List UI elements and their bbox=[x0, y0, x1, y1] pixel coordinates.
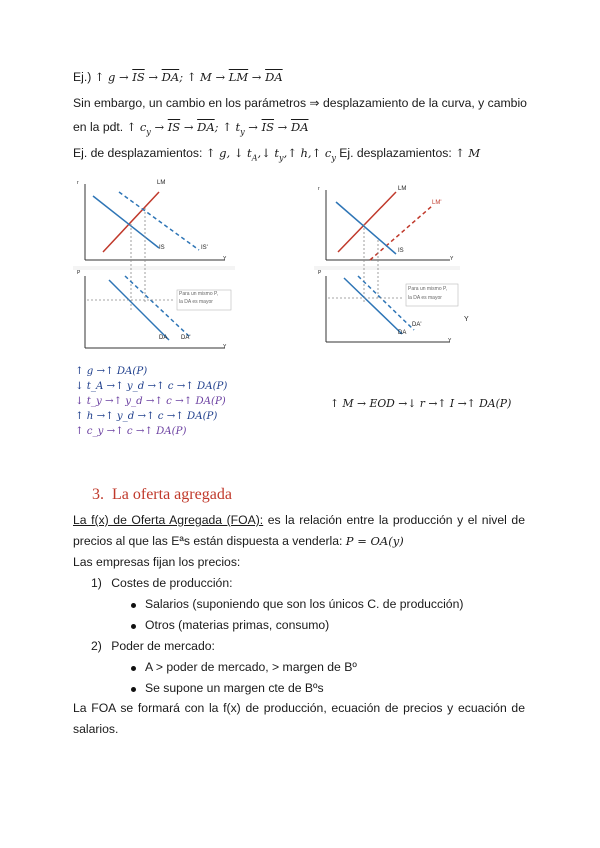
math-arrow: → bbox=[244, 120, 262, 134]
bullet-dot bbox=[131, 687, 136, 692]
displacements-label: Ej. de desplazamientos: bbox=[73, 146, 206, 160]
bullet-dot bbox=[131, 603, 136, 608]
effect-m: ↑ M → EOD →↓ r →↑ I →↑ DA(P) bbox=[330, 397, 512, 410]
math-displacements: ,↑ h,↑ c bbox=[283, 146, 332, 160]
is-label: IS bbox=[159, 245, 165, 251]
math-displacements: ↑ g, ↓ t bbox=[205, 146, 252, 160]
math-t: ↑ t bbox=[222, 120, 241, 134]
bottom-y-axis-label: P bbox=[77, 270, 81, 276]
figure-left bbox=[73, 172, 235, 356]
figure-left-svg bbox=[73, 172, 235, 356]
math-da: $\overline{DA}$ bbox=[197, 120, 215, 134]
list-number: 1) bbox=[91, 576, 102, 590]
bottom-x-axis-label: Y bbox=[448, 338, 452, 344]
math-g-up: ↑ g → bbox=[94, 70, 133, 84]
is-shift-label: IS' bbox=[201, 245, 208, 251]
bullet-item: Se supone un margen cte de Bºs bbox=[145, 681, 324, 695]
side-mark: Y bbox=[464, 316, 469, 323]
foa-term: La f(x) de Oferta Agregada (FOA): bbox=[73, 513, 264, 527]
list-item-1 bbox=[91, 576, 233, 590]
bottom-panel-bg bbox=[73, 270, 235, 356]
note-text: la DA es mayor bbox=[408, 295, 442, 301]
effect-ta: ↓ t_A →↑ y_d →↑ c →↑ DA(P) bbox=[75, 381, 228, 392]
figure-right bbox=[314, 180, 460, 350]
lm-label: LM bbox=[398, 186, 407, 192]
lm-shift-label: LM' bbox=[432, 200, 442, 206]
list-label: Poder de mercado: bbox=[111, 639, 215, 653]
top-panel-bg bbox=[314, 180, 460, 266]
foa-definition bbox=[73, 510, 525, 552]
math-sub: y bbox=[240, 127, 245, 137]
math-m-up: ↑ M bbox=[455, 146, 481, 160]
math-c: ↑ c bbox=[126, 120, 147, 134]
section-number: 3. bbox=[92, 486, 104, 503]
foa-formula: P = OA(y) bbox=[345, 534, 404, 548]
displacements-right-label: Ej. desplazamientos: bbox=[335, 146, 456, 160]
bottom-x-axis-label: Y bbox=[223, 344, 227, 350]
math-arrow: → bbox=[150, 120, 168, 134]
top-y-axis-label: r bbox=[77, 180, 79, 186]
math-arrow: → bbox=[180, 120, 198, 134]
da-shift-label: DA' bbox=[412, 322, 422, 328]
math-sep: ; bbox=[214, 120, 223, 134]
effect-h: ↑ h →↑ y_d →↑ c →↑ DA(P) bbox=[75, 411, 218, 422]
math-da: $\overline{DA}$ bbox=[265, 70, 283, 84]
parameters-line: Sin embargo, un cambio en los parámetros ⇒ desplazamiento de la curva, y cambio bbox=[73, 96, 527, 110]
lm-label: LM bbox=[157, 180, 166, 186]
top-panel-bg bbox=[73, 172, 235, 266]
math-m-up: ; ↑ M → bbox=[179, 70, 229, 84]
da-label: DA bbox=[398, 330, 407, 336]
math-arrow: → bbox=[274, 120, 291, 134]
math-lm: $\overline{LM}$ bbox=[228, 70, 249, 84]
math-arrow: → bbox=[248, 70, 266, 84]
bullet-dot bbox=[131, 666, 136, 671]
example-line-3 bbox=[73, 120, 309, 136]
closing-paragraph: La FOA se formará con la f(x) de producción, ecuación de precios y ecuación de salarios. bbox=[73, 701, 525, 736]
section-title: La oferta agregada bbox=[112, 486, 232, 503]
da-label: DA bbox=[159, 335, 168, 341]
effect-ty: ↓ t_y →↑ y_d →↑ c →↑ DA(P) bbox=[75, 396, 226, 407]
note-text: Para un mismo P, bbox=[179, 291, 219, 297]
list-item-2 bbox=[91, 639, 215, 653]
effect-cy: ↑ c_y →↑ c →↑ DA(P) bbox=[75, 426, 187, 437]
bottom-panel-bg bbox=[314, 270, 460, 350]
math-da: $\overline{DA}$ bbox=[290, 120, 309, 134]
section-heading bbox=[92, 486, 232, 504]
note-text: la DA es mayor bbox=[179, 299, 213, 305]
da-shift-label: DA' bbox=[181, 335, 191, 341]
bullet-dot bbox=[131, 624, 136, 629]
effect-g: ↑ g →↑ DA(P) bbox=[75, 366, 148, 377]
example-line-1 bbox=[73, 70, 283, 84]
top-y-axis-label: r bbox=[318, 186, 320, 192]
list-number: 2) bbox=[91, 639, 102, 653]
list-label: Costes de producción: bbox=[111, 576, 233, 590]
bullet-item: Otros (materias primas, consumo) bbox=[145, 618, 330, 632]
math-is: $\overline{IS}$ bbox=[132, 70, 145, 84]
math-arrow: → bbox=[144, 70, 162, 84]
displacements-line bbox=[73, 146, 480, 162]
math-sub: A bbox=[251, 153, 258, 163]
bullet-item: A > poder de mercado, > margen de Bº bbox=[145, 660, 357, 674]
firms-line: Las empresas fijan los precios: bbox=[73, 555, 241, 569]
bottom-y-axis-label: P bbox=[318, 270, 322, 276]
top-x-axis-label: Y bbox=[450, 256, 454, 262]
math-displacements: ,↓ t bbox=[257, 146, 280, 160]
is-label: IS bbox=[398, 248, 404, 254]
bullet-item: Salarios (suponiendo que son los únicos C. de producción) bbox=[145, 597, 464, 611]
math-sub: y bbox=[279, 153, 284, 163]
math-is: $\overline{IS}$ bbox=[167, 120, 181, 134]
math-da: $\overline{DA}$ bbox=[161, 70, 180, 84]
example-prefix: Ej.) bbox=[73, 70, 95, 84]
math-is: $\overline{IS}$ bbox=[261, 120, 275, 134]
foa-body: es la relación entre la producción y el nivel de precios al que las Eªs están dispuesta a venderla: bbox=[73, 513, 525, 548]
math-sub: y bbox=[146, 127, 151, 137]
top-x-axis-label: Y bbox=[223, 256, 227, 262]
math-sub: y bbox=[331, 153, 336, 163]
pdt-prefix: en la pdt. bbox=[73, 120, 127, 134]
note-text: Para un mismo P, bbox=[408, 286, 448, 292]
